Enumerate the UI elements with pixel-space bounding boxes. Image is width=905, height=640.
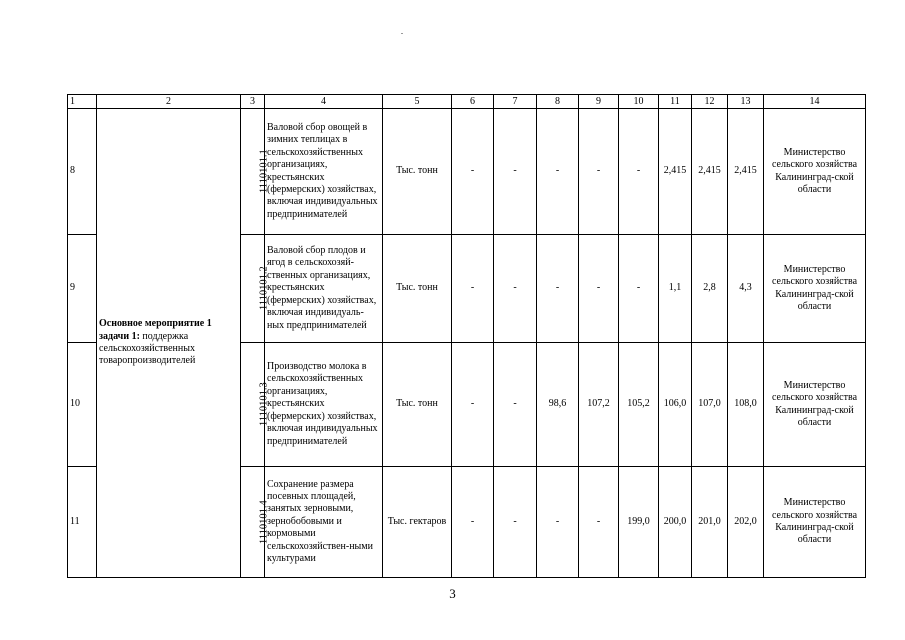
indicator-code-text: 1110101.1 — [258, 149, 270, 194]
value-cell: 107,0 — [692, 343, 728, 467]
indicator-description: Сохранение размера посевных площадей, занятых зерновыми, зернобобовыми и кормовыми сельскохозяйствен-ными культурами — [265, 467, 383, 578]
indicator-description: Валовой сбор овощей в зимних теплицах в сельскохозяйственных организациях, крестьянских (фермерских) хозяйствах, включая индивидуальных предпринимателей — [265, 109, 383, 235]
value-cell: - — [452, 467, 494, 578]
value-cell: 98,6 — [537, 343, 579, 467]
value-cell: - — [579, 109, 619, 235]
indicator-description: Производство молока в сельскохозяйственных организациях, крестьянских (фермерских) хозяйствах, включая индивидуальных предпринимателей — [265, 343, 383, 467]
value-cell: - — [537, 109, 579, 235]
value-cell: - — [619, 235, 659, 343]
col-header: 3 — [241, 95, 265, 109]
page-number: 3 — [449, 586, 456, 601]
value-cell: - — [579, 235, 619, 343]
row-number: 8 — [68, 109, 97, 235]
col-header: 14 — [764, 95, 866, 109]
value-cell: 108,0 — [728, 343, 764, 467]
column-number-row — [68, 95, 866, 109]
indicators-table — [67, 94, 866, 578]
row-number: 11 — [68, 467, 97, 578]
value-cell: 2,415 — [728, 109, 764, 235]
value-cell: - — [537, 467, 579, 578]
value-cell: - — [452, 109, 494, 235]
value-cell: - — [579, 467, 619, 578]
value-cell: - — [452, 343, 494, 467]
responsible-org: Министерство сельского хозяйства Калининград-ской области — [764, 467, 866, 578]
value-cell: - — [494, 235, 537, 343]
value-cell: - — [452, 235, 494, 343]
col-header: 11 — [659, 95, 692, 109]
indicator-code — [241, 343, 270, 467]
value-cell: 105,2 — [619, 343, 659, 467]
indicator-code — [241, 109, 270, 235]
value-cell: 107,2 — [579, 343, 619, 467]
col-header: 7 — [494, 95, 537, 109]
value-cell: - — [619, 109, 659, 235]
responsible-org: Министерство сельского хозяйства Калининград-ской области — [764, 343, 866, 467]
col-header: 4 — [265, 95, 383, 109]
row-number: 9 — [68, 235, 97, 343]
col-header: 2 — [97, 95, 241, 109]
value-cell: 200,0 — [659, 467, 692, 578]
table-row — [68, 109, 866, 235]
indicator-code-text: 1110101.2 — [258, 266, 270, 311]
row-number: 10 — [68, 343, 97, 467]
responsible-org: Министерство сельского хозяйства Калининград-ской области — [764, 235, 866, 343]
unit-cell: Тыс. тонн — [383, 235, 452, 343]
col-header: 6 — [452, 95, 494, 109]
value-cell: - — [494, 467, 537, 578]
indicator-code-text: 1110101.3 — [258, 382, 270, 427]
value-cell: 2,415 — [659, 109, 692, 235]
main-activity-title: Основное мероприятие 1 задачи 1: — [99, 318, 212, 342]
unit-cell: Тыс. гектаров — [383, 467, 452, 578]
value-cell: - — [494, 343, 537, 467]
value-cell: - — [494, 109, 537, 235]
col-header: 1 — [68, 95, 97, 109]
value-cell: 2,8 — [692, 235, 728, 343]
col-header: 10 — [619, 95, 659, 109]
col-header: 13 — [728, 95, 764, 109]
indicator-code — [241, 235, 270, 343]
unit-cell: Тыс. тонн — [383, 343, 452, 467]
value-cell: 199,0 — [619, 467, 659, 578]
value-cell: 106,0 — [659, 343, 692, 467]
col-header: 12 — [692, 95, 728, 109]
col-header: 9 — [579, 95, 619, 109]
value-cell: - — [537, 235, 579, 343]
responsible-org: Министерство сельского хозяйства Калининград-ской области — [764, 109, 866, 235]
main-activity-cell — [97, 109, 241, 578]
value-cell: 1,1 — [659, 235, 692, 343]
col-header: 5 — [383, 95, 452, 109]
indicator-code — [241, 467, 270, 578]
value-cell: 4,3 — [728, 235, 764, 343]
indicator-code-text: 1110101.4 — [258, 500, 270, 544]
unit-cell: Тыс. тонн — [383, 109, 452, 235]
value-cell: 2,415 — [692, 109, 728, 235]
main-activity-text: поддержка сельскохозяйственных товаропроизводителей — [99, 330, 196, 367]
value-cell: 202,0 — [728, 467, 764, 578]
value-cell: 201,0 — [692, 467, 728, 578]
col-header: 8 — [537, 95, 579, 109]
indicator-description: Валовой сбор плодов и ягод в сельскохозяй-ственных организациях, крестьянских (фермерских) хозяйствах, включая индивидуаль-ных предпринимателей — [265, 235, 383, 343]
scan-speck — [401, 33, 403, 34]
